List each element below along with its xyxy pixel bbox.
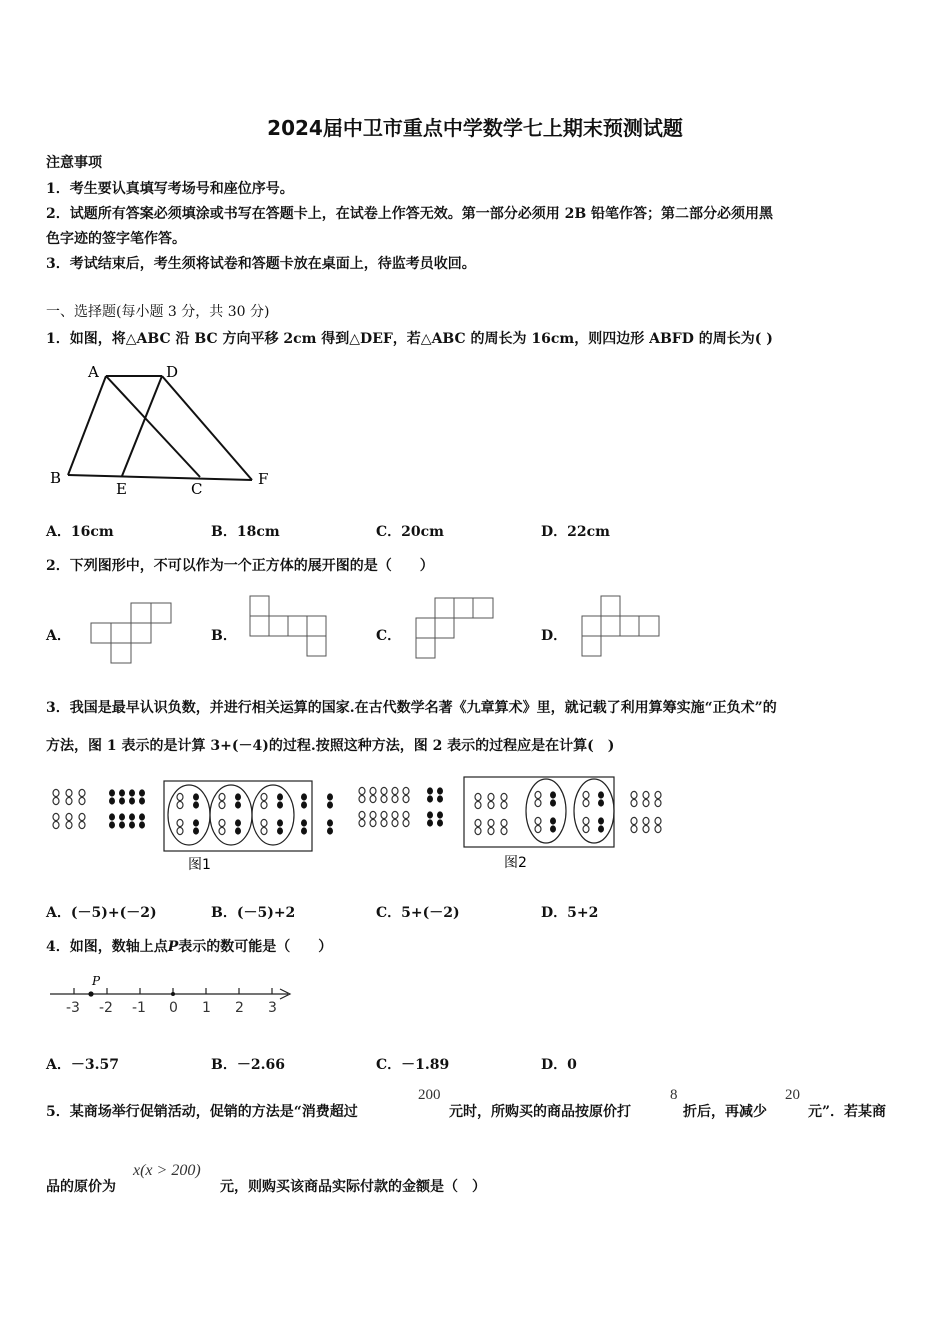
label-b: B (50, 469, 62, 487)
question-5-part4: 元”．若某商 (808, 1104, 887, 1120)
q5-number-20: 20 (785, 1087, 800, 1103)
tick-label: 2 (235, 1000, 244, 1016)
section-heading: 一、选择题(每小题 3 分，共 30 分) (46, 304, 270, 320)
tick-label: 0 (169, 1000, 178, 1016)
tick-label: 3 (268, 1000, 277, 1016)
q4-option-c[interactable]: C．－1.89 (376, 1057, 450, 1073)
q4-option-a[interactable]: A．－3.57 (46, 1057, 119, 1073)
question-1-text: 1．如图，将△ABC 沿 BC 方向平移 2cm 得到△DEF，若△ABC 的周长为 16cm，则四边形 ABFD 的周长为( ) (46, 331, 773, 347)
q2-option-d[interactable]: D． (541, 628, 568, 644)
q3-option-c[interactable]: C．5+(－2) (376, 905, 460, 921)
question-5-part3: 折后，再减少 (683, 1104, 767, 1120)
note-item: 2．试题所有答案必须填涂或书写在答题卡上，在试卷上作答无效。第一部分必须用 2B 铅笔作答；第二部分必须用黑 (46, 206, 774, 222)
label-f: F (258, 470, 269, 488)
q4-point-label: P (167, 939, 179, 955)
q2-net-c (413, 596, 499, 660)
page-title: 2024届中卫市重点中学数学七上期末预测试题 (267, 116, 683, 140)
q3-option-b[interactable]: B．(－5)+2 (211, 905, 296, 921)
question-3-line2: 方法，图 1 表示的是计算 3+(－4)的过程.按照这种方法，图 2 表示的过程应是在计算( ) (46, 738, 615, 754)
q5-number-200: 200 (418, 1087, 441, 1103)
q1-option-d[interactable]: D．22cm (541, 524, 610, 540)
tick-label: -2 (99, 1000, 113, 1016)
q1-option-c[interactable]: C．20cm (376, 524, 444, 540)
q4-suffix: 表示的数可能是（ ） (178, 939, 333, 955)
question-5-part6: 元，则购买该商品实际付款的金额是（ ） (220, 1179, 486, 1195)
tick-label: 1 (202, 1000, 211, 1016)
question-5-part5: 品的原价为 (46, 1179, 116, 1195)
tick-label: -3 (66, 1000, 80, 1016)
question-3-line1: 3．我国是最早认识负数，并进行相关运算的国家.在古代数学名著《九章算术》里，就记载了利用算筹实施“正负术”的 (46, 700, 777, 716)
notes-heading: 注意事项 (46, 155, 102, 171)
q3-option-a[interactable]: A．(－5)+(－2) (46, 905, 157, 921)
origin-dot (171, 992, 175, 996)
q5-number-8: 8 (670, 1087, 678, 1103)
note-item: 色字迹的签字笔作答。 (46, 231, 186, 247)
q2-option-c[interactable]: C． (376, 628, 402, 644)
question-4-text (46, 936, 332, 956)
label-c: C (191, 480, 203, 498)
q4-option-d[interactable]: D．0 (541, 1057, 577, 1073)
q1-triangle-figure (40, 355, 280, 505)
note-item: 3．考试结束后，考生须将试卷和答题卡放在桌面上，待监考员收回。 (46, 256, 476, 272)
q2-net-d (581, 595, 665, 659)
q2-net-b (247, 595, 331, 659)
q2-option-a[interactable]: A． (46, 628, 71, 644)
q5-formula: x(x > 200) (133, 1162, 201, 1179)
q2-option-b[interactable]: B． (211, 628, 237, 644)
label-a: A (88, 363, 99, 381)
q1-option-a[interactable]: A．16cm (46, 524, 114, 540)
q4-option-b[interactable]: B．－2.66 (211, 1057, 285, 1073)
q4-number-line (46, 972, 296, 1020)
tick-label: -1 (132, 1000, 146, 1016)
q3-counting-rods-figure (46, 775, 676, 875)
q3-option-d[interactable]: D．5+2 (541, 905, 599, 921)
question-2-text: 2．下列图形中，不可以作为一个正方体的展开图的是（ ） (46, 558, 434, 574)
q2-net-a (88, 602, 173, 666)
note-item: 1．考生要认真填写考场号和座位序号。 (46, 181, 294, 197)
fig2-caption: 图2 (504, 855, 527, 871)
label-e: E (116, 480, 127, 498)
label-d: D (166, 363, 179, 381)
point-p-label: P (92, 974, 101, 988)
fig1-caption: 图1 (188, 857, 211, 873)
question-5-part1: 5．某商场举行促销活动，促销的方法是“消费超过 (46, 1104, 358, 1120)
q4-prefix: 4．如图，数轴上点 (46, 939, 168, 955)
q1-option-b[interactable]: B．18cm (211, 524, 280, 540)
question-5-part2: 元时，所购买的商品按原价打 (449, 1104, 631, 1120)
point-p-marker (88, 991, 93, 996)
